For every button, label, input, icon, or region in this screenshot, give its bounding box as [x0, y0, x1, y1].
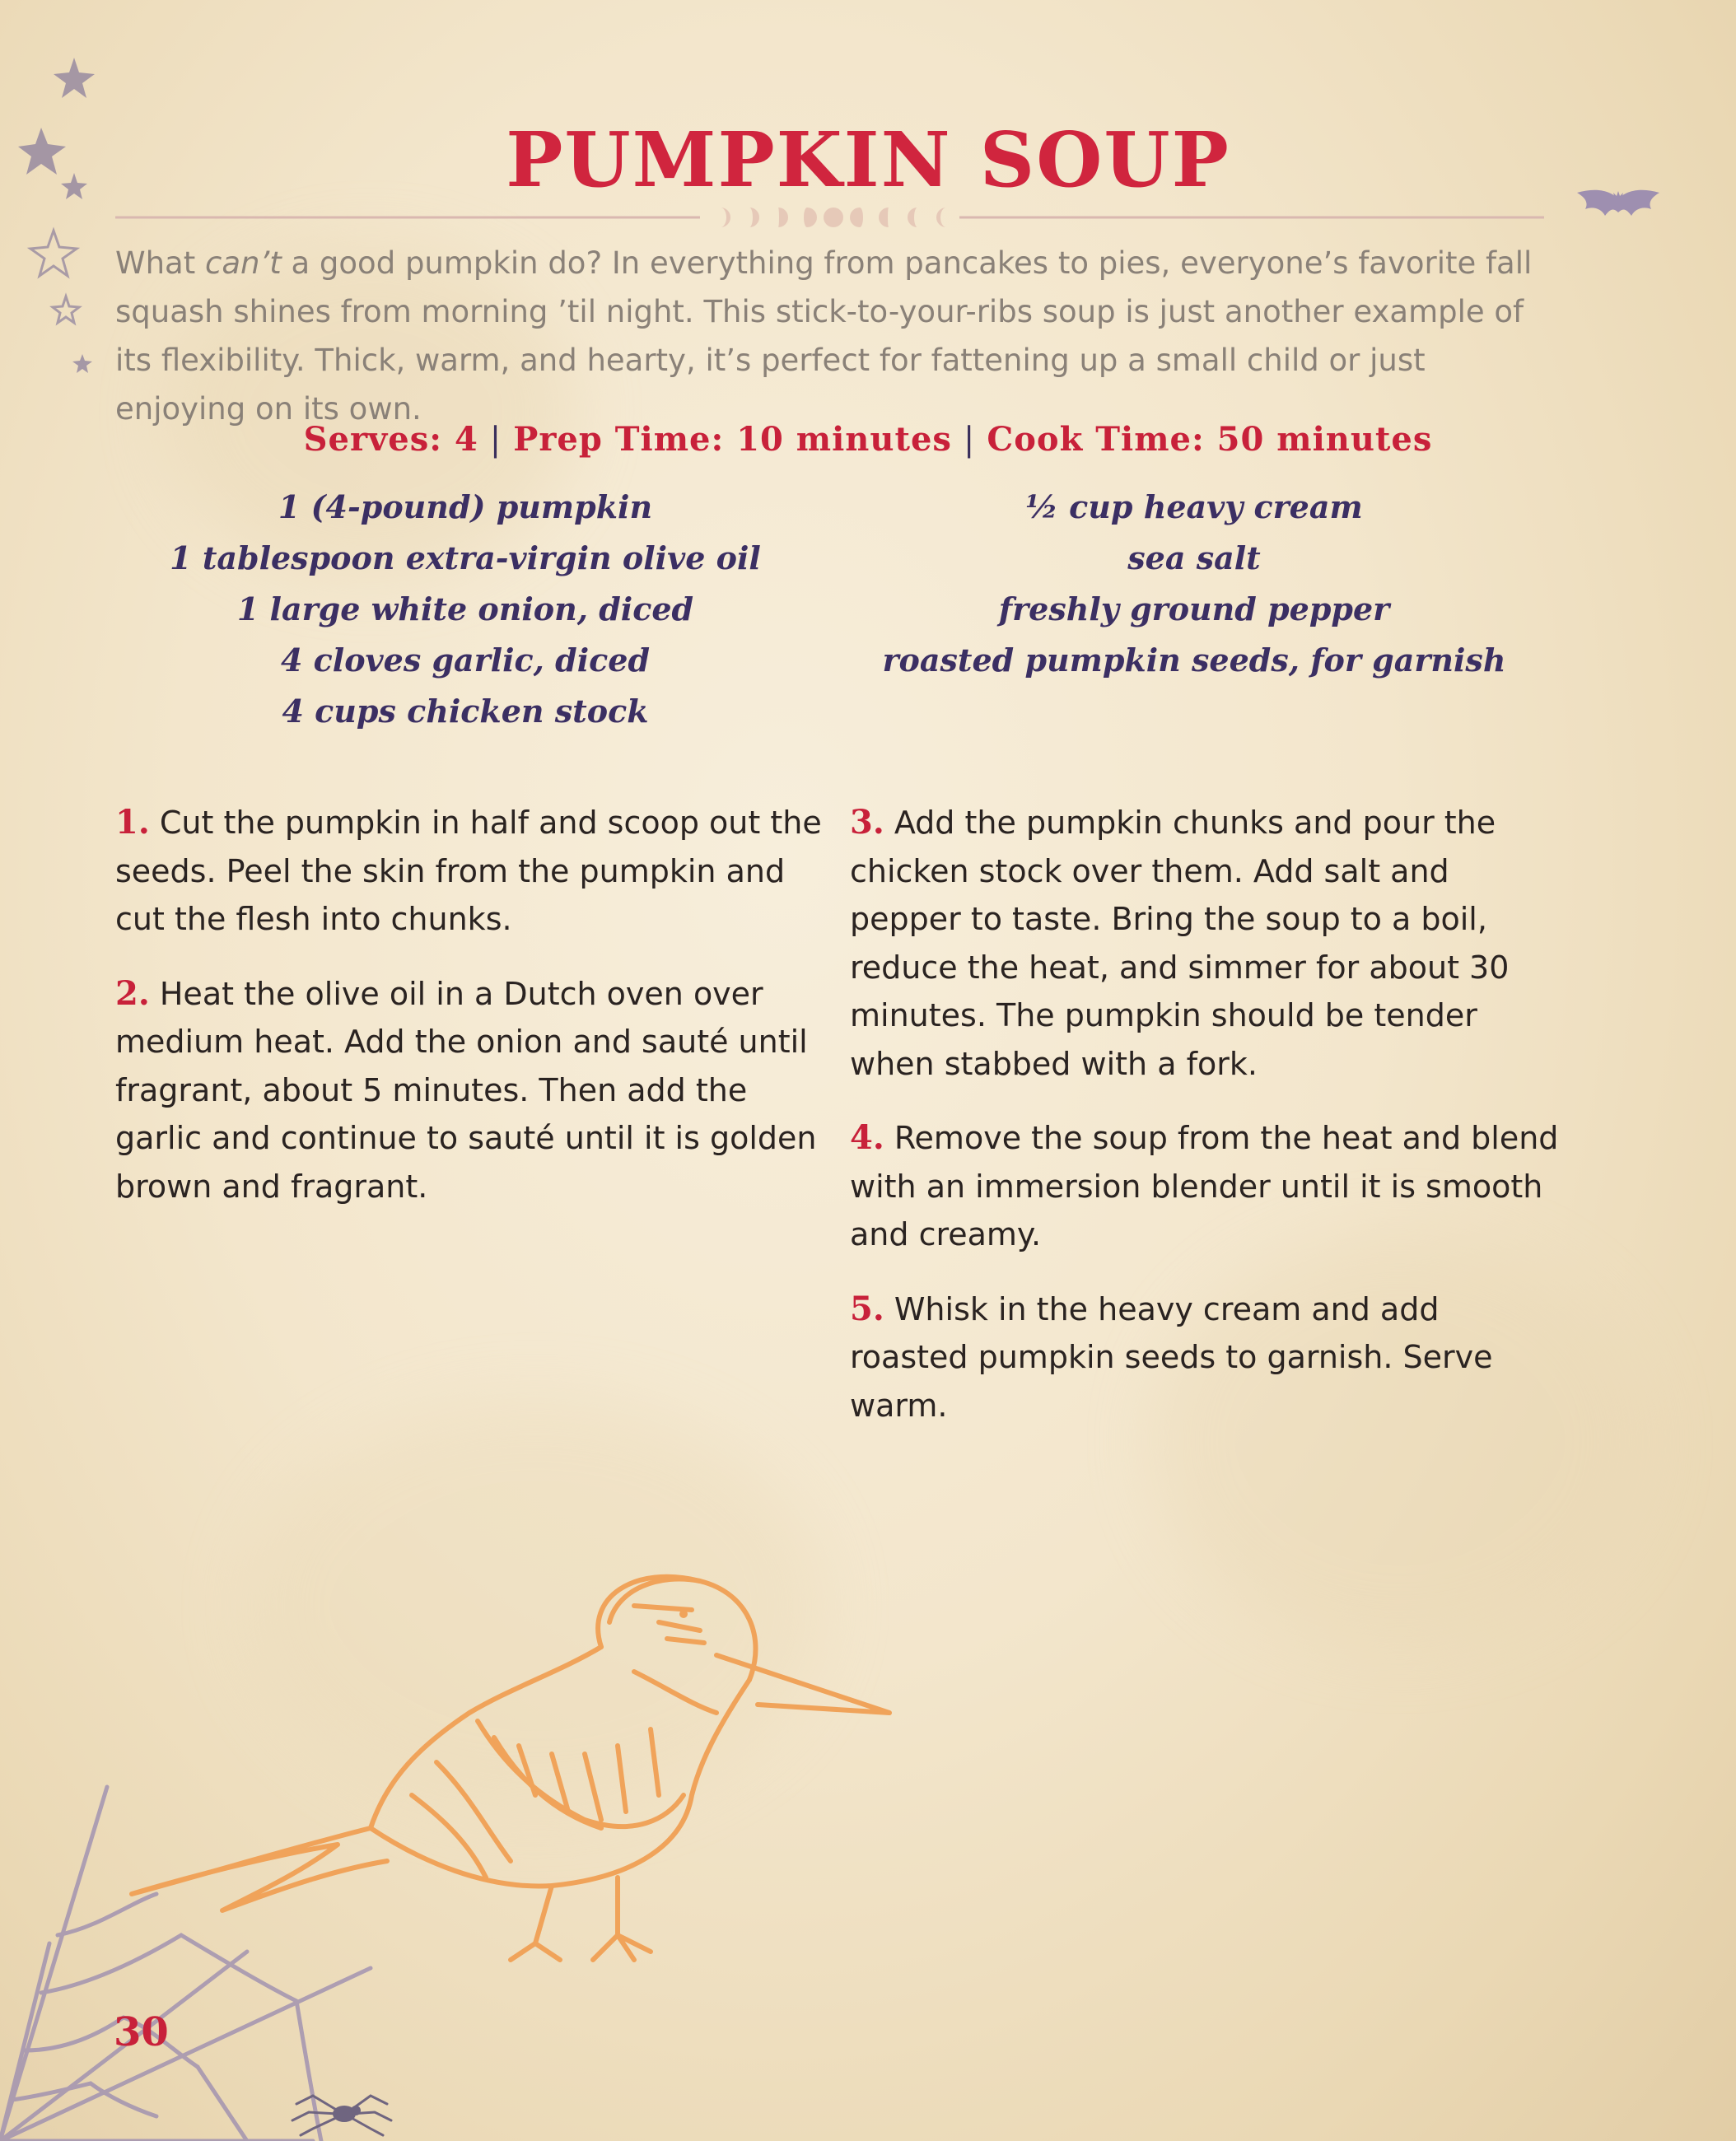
- cook-time-label: Cook Time: 50 minutes: [987, 420, 1433, 459]
- serves-label: Serves: 4: [303, 420, 478, 459]
- ingredient-item: freshly ground pepper: [998, 590, 1390, 627]
- step-4: 4. Remove the soup from the heat and blend with an immersion blender until it is smooth and creamy.: [850, 1118, 1559, 1252]
- step-5: 5. Whisk in the heavy cream and add roasted pumpkin seeds to garnish. Serve warm.: [850, 1289, 1493, 1424]
- ingredient-item: 1 large white onion, diced: [236, 590, 694, 627]
- prep-time-label: Prep Time: 10 minutes: [513, 420, 952, 459]
- moon-phases-icon: [115, 201, 1544, 234]
- star-icon: [16, 49, 115, 395]
- steps-left-column: [115, 799, 824, 1237]
- intro-paragraph: What can’t a good pumpkin do? In everything from pancakes to pies, everyone’s favorite fall squash shines from morning ’til night. This stick-to-your-ribs soup is just another example of its flexibility. Thick, warm, and hearty, it’s perfect for fattening up a small child or just enjoying on its own.: [115, 245, 1533, 427]
- ingredient-item: 1 tablespoon extra-virgin olive oil: [170, 539, 761, 576]
- ingredient-item: sea salt: [1127, 539, 1261, 576]
- step-1: 1. Cut the pumpkin in half and scoop out the seeds. Peel the skin from the pumpkin and cut the flesh into chunks.: [115, 803, 822, 937]
- ingredients-right-list: [865, 482, 1524, 686]
- ingredient-item: 1 (4-pound) pumpkin: [278, 488, 653, 525]
- ingredient-item: ½ cup heavy cream: [1025, 488, 1363, 525]
- spider-web-icon: [0, 1754, 395, 2141]
- ingredient-item: roasted pumpkin seeds, for garnish: [882, 641, 1506, 679]
- ingredient-item: 4 cloves garlic, diced: [280, 641, 651, 679]
- page-title: PUMPKIN SOUP: [506, 115, 1230, 204]
- spider-icon: [288, 2087, 395, 2137]
- step-3: 3. Add the pumpkin chunks and pour the chicken stock over them. Add salt and pepper to taste. Bring the soup to a boil, reduce the heat, and simmer for about 30 minutes. The pumpkin should be tender when stabbed with a fork.: [850, 803, 1510, 1082]
- meta-separator: |: [489, 421, 502, 459]
- step-2: 2. Heat the olive oil in a Dutch oven over medium heat. Add the onion and sauté until fragrant, about 5 minutes. Then add the garlic and continue to sauté until it is golden brown and fragrant.: [115, 973, 817, 1205]
- meta-separator: |: [963, 421, 976, 459]
- page-number: 30: [114, 2009, 169, 2055]
- steps-right-column: [850, 799, 1566, 1456]
- ingredient-item: 4 cups chicken stock: [282, 693, 649, 730]
- ingredients-left-list: [140, 482, 791, 737]
- recipe-meta: [0, 420, 1736, 459]
